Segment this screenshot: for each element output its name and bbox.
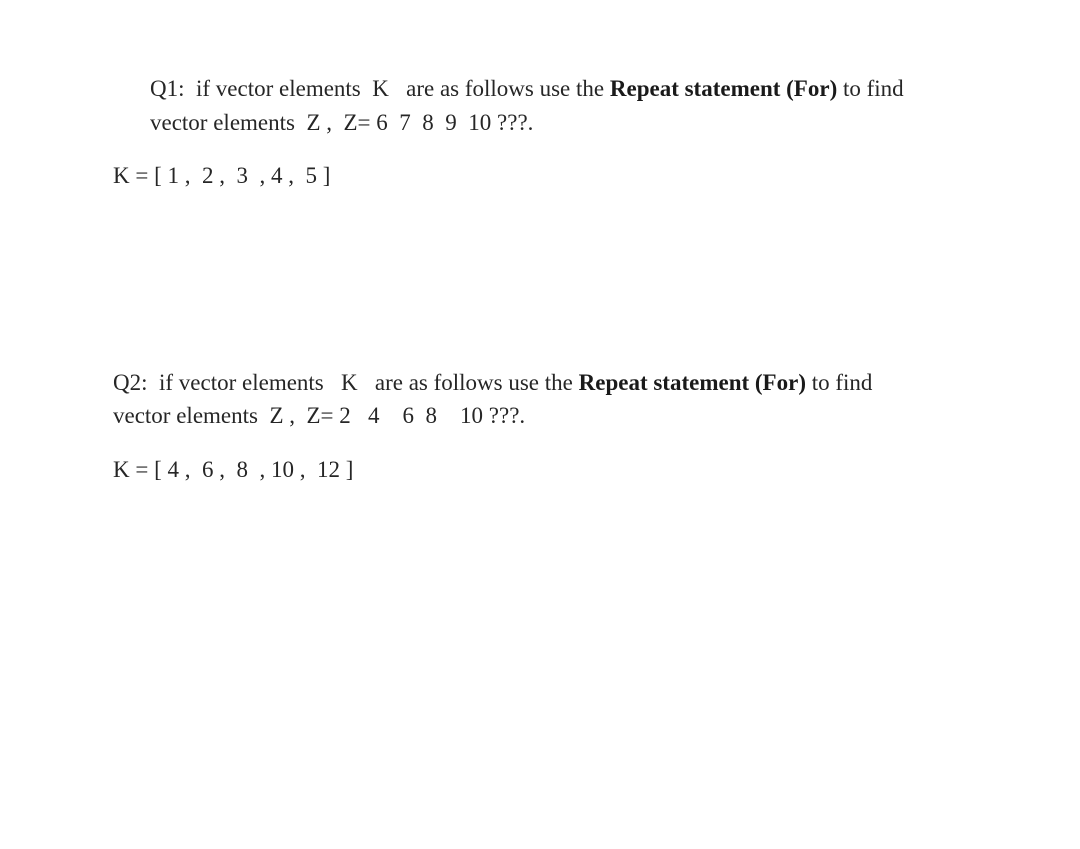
- q1-question-text-end: to find: [837, 76, 904, 101]
- q1-question-line-2: vector elements Z , Z= 6 7 8 9 10 ???.: [150, 110, 534, 135]
- q1-question-line-1: [150, 75, 904, 103]
- q2-question-text-end: to find: [805, 370, 873, 395]
- q1-question-text: Q1: if vector elements K are as follows use the: [150, 76, 610, 101]
- q2-question-line-2: vector elements Z , Z= 2 4 6 8 10 ???.: [113, 403, 526, 428]
- q1-k-vector: K = [ 1 , 2 , 3 , 4 , 5 ]: [113, 163, 331, 188]
- q2-question-line-1: [113, 369, 872, 397]
- q2-repeat-statement-bold: Repeat statement (For): [578, 370, 806, 395]
- q2-question-text: Q2: if vector elements K are as follows use the: [113, 370, 579, 395]
- q2-k-vector: K = [ 4 , 6 , 8 , 10 , 12 ]: [113, 457, 354, 482]
- q1-repeat-statement-bold: Repeat statement (For): [609, 76, 838, 101]
